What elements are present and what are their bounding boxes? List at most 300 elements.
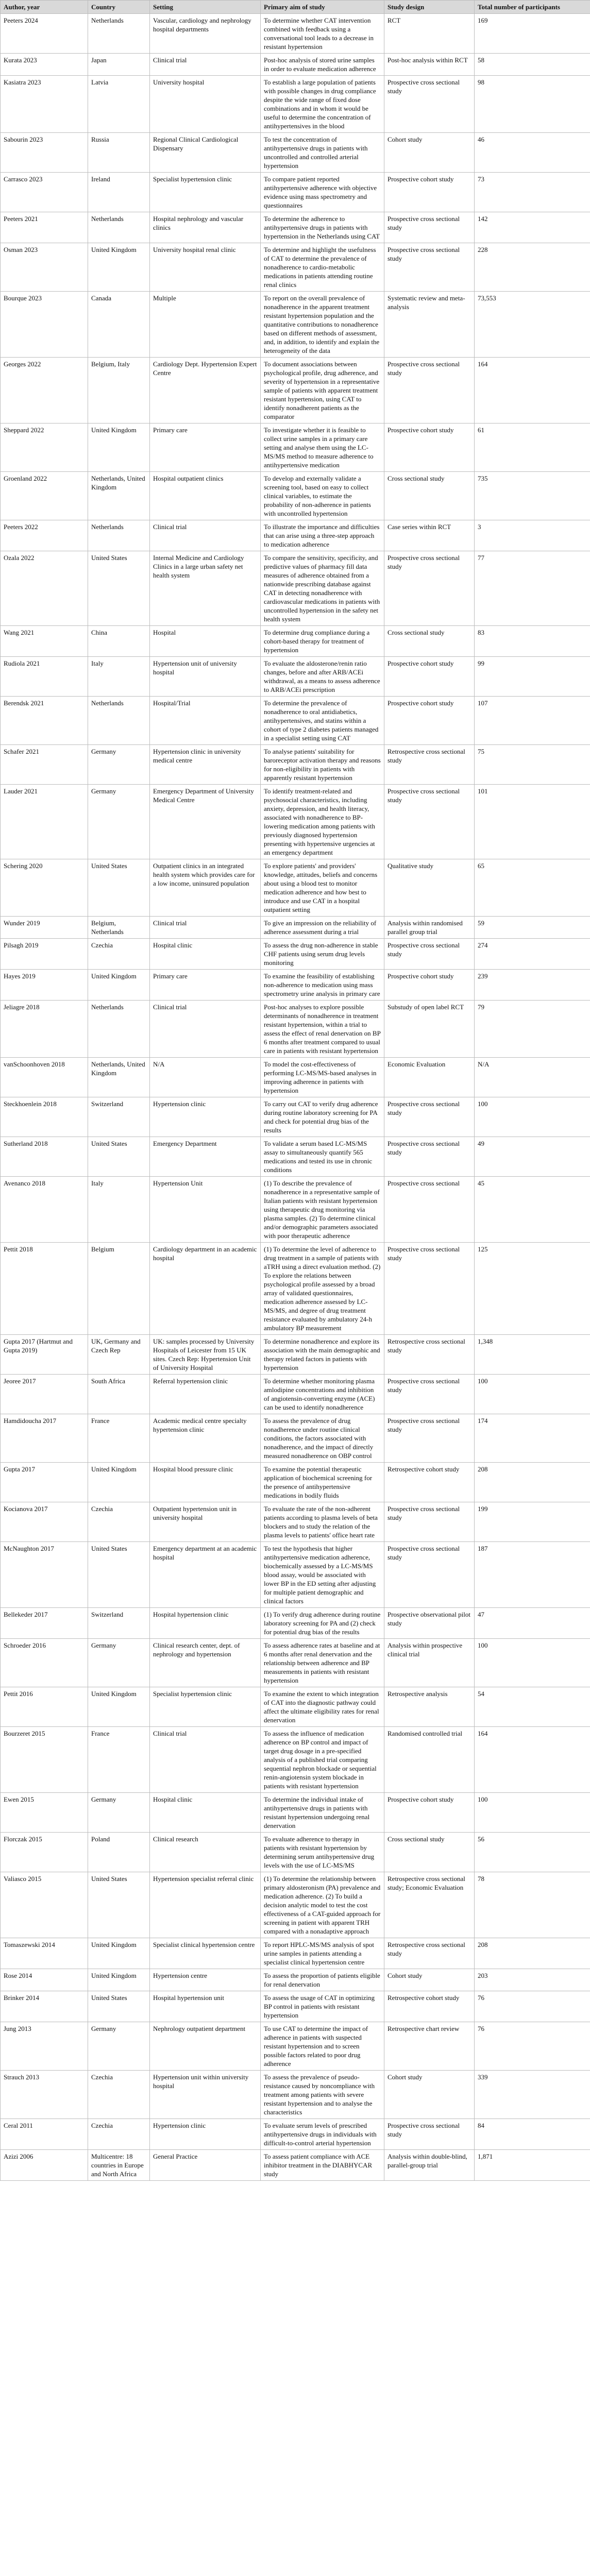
- cell-study-design: Retrospective cohort study: [384, 1463, 475, 1502]
- cell-setting: Hypertension Unit: [150, 1177, 261, 1243]
- cell-study-design: Prospective cross sectional study: [384, 1137, 475, 1177]
- cell-study-design: Retrospective cohort study: [384, 1991, 475, 2022]
- cell-author-year: Gupta 2017 (Hartmut and Gupta 2019): [1, 1335, 88, 1375]
- cell-study-design: Cohort study: [384, 133, 475, 173]
- table-row: [1, 1833, 590, 1872]
- cell-country: United States: [88, 1542, 150, 1608]
- cell-author-year: Wunder 2019: [1, 917, 88, 939]
- cell-total-participants: 59: [475, 917, 590, 939]
- cell-author-year: Georges 2022: [1, 358, 88, 423]
- cell-country: Japan: [88, 54, 150, 76]
- cell-study-design: Prospective cohort study: [384, 657, 475, 697]
- cell-setting: Hospital nephrology and vascular clinics: [150, 212, 261, 243]
- cell-total-participants: 339: [475, 2071, 590, 2119]
- cell-author-year: Bourzeret 2015: [1, 1727, 88, 1793]
- cell-primary-aim: Post-hoc analyses to explore possible determinants of nonadherence in treatment resistant hypertension, within a trial to assess the effect of renal denervation on BP 6 months after treatment compared to usual care in patients with resistant hypertension: [261, 1001, 384, 1058]
- cell-country: United States: [88, 1137, 150, 1177]
- cell-total-participants: 735: [475, 472, 590, 520]
- table-row: [1, 423, 590, 472]
- cell-study-design: Prospective cross sectional study: [384, 2119, 475, 2150]
- cell-study-design: Prospective cross sectional study: [384, 939, 475, 970]
- cell-total-participants: 208: [475, 1463, 590, 1502]
- cell-author-year: Jeliagre 2018: [1, 1001, 88, 1058]
- table-row: [1, 2119, 590, 2150]
- cell-total-participants: 199: [475, 1502, 590, 1542]
- cell-country: Netherlands, United Kingdom: [88, 472, 150, 520]
- cell-primary-aim: To model the cost-effectiveness of performing LC-MS/MS-based analyses in improving adherence in patients with hypertension: [261, 1058, 384, 1097]
- cell-setting: Hospital clinic: [150, 1793, 261, 1833]
- table-row: [1, 1097, 590, 1137]
- cell-setting: Clinical trial: [150, 917, 261, 939]
- cell-country: Poland: [88, 1833, 150, 1872]
- table-row: [1, 1542, 590, 1608]
- cell-author-year: Avenanco 2018: [1, 1177, 88, 1243]
- cell-author-year: Carrasco 2023: [1, 173, 88, 212]
- cell-setting: Hospital clinic: [150, 939, 261, 970]
- table-row: [1, 1872, 590, 1938]
- cell-total-participants: 73,553: [475, 292, 590, 358]
- cell-setting: Hospital hypertension unit: [150, 1991, 261, 2022]
- cell-total-participants: 83: [475, 626, 590, 657]
- table-row: [1, 657, 590, 697]
- table-row: [1, 1243, 590, 1335]
- cell-total-participants: 125: [475, 1243, 590, 1335]
- table-row: [1, 917, 590, 939]
- cell-study-design: Economic Evaluation: [384, 1058, 475, 1097]
- cell-primary-aim: To assess adherence rates at baseline and at 6 months after renal denervation and the relationship between adherence and BP measurements in patients with resistant hypertension: [261, 1639, 384, 1687]
- cell-primary-aim: To determine the prevalence of nonadherence to oral antidiabetics, antihypertensives, and statins within a cohort of type 2 diabetes patients managed in a specialist setting using CAT: [261, 697, 384, 745]
- cell-country: France: [88, 1727, 150, 1793]
- table-row: [1, 292, 590, 358]
- cell-country: Germany: [88, 1793, 150, 1833]
- table-row: [1, 1608, 590, 1639]
- cell-author-year: Groenland 2022: [1, 472, 88, 520]
- cell-author-year: Valiasco 2015: [1, 1872, 88, 1938]
- cell-setting: Nephrology outpatient department: [150, 2022, 261, 2071]
- cell-setting: Outpatient clinics in an integrated health system which provides care for a low income, uninsured population: [150, 859, 261, 917]
- cell-total-participants: 187: [475, 1542, 590, 1608]
- cell-author-year: McNaughton 2017: [1, 1542, 88, 1608]
- cell-study-design: Qualitative study: [384, 859, 475, 917]
- cell-setting: Specialist hypertension clinic: [150, 1687, 261, 1727]
- cell-author-year: Rose 2014: [1, 1969, 88, 1991]
- cell-primary-aim: To assess the prevalence of pseudo-resistance caused by noncompliance with treatment among patients with severe resistant hypertension and to analyse the characteristics: [261, 2071, 384, 2119]
- cell-total-participants: 46: [475, 133, 590, 173]
- cell-primary-aim: To illustrate the importance and difficulties that can arise using a three-step approach to medication adherence: [261, 520, 384, 551]
- cell-primary-aim: To assess the proportion of patients eligible for renal denervation: [261, 1969, 384, 1991]
- cell-setting: Academic medical centre specialty hypertension clinic: [150, 1414, 261, 1463]
- cell-setting: Emergency Department of University Medical Centre: [150, 785, 261, 859]
- cell-primary-aim: To evaluate adherence to therapy in patients with resistant hypertension by determining serum antihypertensive drug levels with the use of LC-MS/MS: [261, 1833, 384, 1872]
- cell-setting: Hospital/Trial: [150, 697, 261, 745]
- cell-primary-aim: To determine nonadherence and explore its association with the main demographic and therapy related factors in patients with hypertension: [261, 1335, 384, 1375]
- cell-total-participants: 3: [475, 520, 590, 551]
- cell-country: France: [88, 1414, 150, 1463]
- table-row: [1, 54, 590, 76]
- cell-primary-aim: To test the concentration of antihypertensive drugs in patients with uncontrolled and controlled arterial hypertension: [261, 133, 384, 173]
- cell-primary-aim: To examine the feasibility of establishing non-adherence to medication using mass spectrometry urine analysis in primary care: [261, 970, 384, 1001]
- cell-study-design: Prospective cross sectional study: [384, 1243, 475, 1335]
- cell-primary-aim: To develop and externally validate a screening tool, based on easy to collect clinical variables, to estimate the probability of non-adherence in patients with uncontrolled hypertension: [261, 472, 384, 520]
- cell-study-design: Prospective cross sectional study: [384, 1502, 475, 1542]
- cell-author-year: Schroeder 2016: [1, 1639, 88, 1687]
- cell-primary-aim: To compare patient reported antihypertensive adherence with objective evidence using mass spectrometry and questionnaires: [261, 173, 384, 212]
- cell-study-design: Analysis within prospective clinical trial: [384, 1639, 475, 1687]
- cell-study-design: Prospective observational pilot study: [384, 1608, 475, 1639]
- cell-total-participants: 100: [475, 1375, 590, 1414]
- cell-total-participants: 142: [475, 212, 590, 243]
- cell-country: Netherlands: [88, 520, 150, 551]
- cell-setting: Hypertension unit within university hospital: [150, 2071, 261, 2119]
- cell-author-year: Azizi 2006: [1, 2150, 88, 2181]
- cell-primary-aim: To assess the prevalence of drug nonadherence under routine clinical conditions, the factors associated with nonadherence, and the impact of directly measured nonadherence on OBP control: [261, 1414, 384, 1463]
- cell-study-design: Post-hoc analysis within RCT: [384, 54, 475, 76]
- cell-country: United Kingdom: [88, 970, 150, 1001]
- cell-study-design: Cross sectional study: [384, 472, 475, 520]
- cell-primary-aim: To evaluate the rate of the non-adherent patients according to plasma levels of beta blockers and to study the relation of the plasma levels to patients' office heart rate: [261, 1502, 384, 1542]
- cell-country: United States: [88, 551, 150, 626]
- cell-setting: Specialist clinical hypertension centre: [150, 1938, 261, 1969]
- cell-setting: UK: samples processed by University Hospitals of Leicester from 15 UK sites. Czech Rep: Hypertension Unit of University Hospital: [150, 1335, 261, 1375]
- cell-primary-aim: To analyse patients' suitability for baroreceptor activation therapy and reasons for non-eligibility in patients with apparently resistant hypertension: [261, 745, 384, 785]
- cell-study-design: Prospective cross sectional: [384, 1177, 475, 1243]
- cell-primary-aim: (1) To describe the prevalence of nonadherence in a representative sample of Italian patients with resistant hypertension using therapeutic drug monitoring via plasma samples. (2) To determine clinical and/or demographic parameters associated with poor therapeutic adherence: [261, 1177, 384, 1243]
- cell-author-year: Kasiatra 2023: [1, 76, 88, 133]
- cell-total-participants: 61: [475, 423, 590, 472]
- cell-primary-aim: To assess the drug non-adherence in stable CHF patients using serum drug levels monitoring: [261, 939, 384, 970]
- cell-primary-aim: To examine the extent to which integration of CAT into the diagnostic pathway could affect the ultimate eligibility rates for renal denervation: [261, 1687, 384, 1727]
- cell-study-design: RCT: [384, 14, 475, 54]
- cell-country: Czechia: [88, 2071, 150, 2119]
- cell-author-year: Sabourin 2023: [1, 133, 88, 173]
- cell-country: Germany: [88, 1639, 150, 1687]
- cell-author-year: Peeters 2024: [1, 14, 88, 54]
- cell-total-participants: 77: [475, 551, 590, 626]
- cell-author-year: Kocianova 2017: [1, 1502, 88, 1542]
- table-row: [1, 1414, 590, 1463]
- cell-study-design: Prospective cross sectional study: [384, 1542, 475, 1608]
- cell-setting: Primary care: [150, 423, 261, 472]
- cell-setting: Referral hypertension clinic: [150, 1375, 261, 1414]
- cell-author-year: Ceral 2011: [1, 2119, 88, 2150]
- cell-country: China: [88, 626, 150, 657]
- cell-author-year: Peeters 2021: [1, 212, 88, 243]
- cell-study-design: Cohort study: [384, 1969, 475, 1991]
- cell-study-design: Prospective cross sectional study: [384, 76, 475, 133]
- cell-country: United Kingdom: [88, 243, 150, 292]
- cell-country: Italy: [88, 657, 150, 697]
- cell-author-year: Bellekeder 2017: [1, 1608, 88, 1639]
- cell-total-participants: 169: [475, 14, 590, 54]
- cell-author-year: Sheppard 2022: [1, 423, 88, 472]
- cell-country: United States: [88, 1872, 150, 1938]
- cell-study-design: Prospective cross sectional study: [384, 1414, 475, 1463]
- header-primary-aim: Primary aim of study: [261, 1, 384, 14]
- cell-study-design: Prospective cohort study: [384, 173, 475, 212]
- table-body: [1, 14, 590, 2181]
- cell-author-year: Schafer 2021: [1, 745, 88, 785]
- table-row: [1, 1991, 590, 2022]
- cell-author-year: Jeoree 2017: [1, 1375, 88, 1414]
- cell-setting: University hospital renal clinic: [150, 243, 261, 292]
- cell-study-design: Prospective cohort study: [384, 423, 475, 472]
- cell-primary-aim: To validate a serum based LC-MS/MS assay to simultaneously quantify 565 medications and tested its use in chronic conditions: [261, 1137, 384, 1177]
- table-row: [1, 1375, 590, 1414]
- cell-study-design: Analysis within double-blind, parallel-group trial: [384, 2150, 475, 2181]
- cell-setting: N/A: [150, 1058, 261, 1097]
- cell-study-design: Cross sectional study: [384, 1833, 475, 1872]
- table-row: [1, 243, 590, 292]
- table-row: [1, 1058, 590, 1097]
- cell-total-participants: 98: [475, 76, 590, 133]
- cell-total-participants: 174: [475, 1414, 590, 1463]
- table-row: [1, 1177, 590, 1243]
- cell-study-design: Analysis within randomised parallel group trial: [384, 917, 475, 939]
- table-row: [1, 1727, 590, 1793]
- cell-author-year: Brinker 2014: [1, 1991, 88, 2022]
- cell-country: Czechia: [88, 1502, 150, 1542]
- cell-country: Belgium: [88, 1243, 150, 1335]
- cell-primary-aim: To identify treatment-related and psychosocial characteristics, including anxiety, depression, and health literacy, associated with nonadherence to BP-lowering medication among patients with previously diagnosed hypertension presenting with hypertensive urgencies at an emergency department: [261, 785, 384, 859]
- cell-total-participants: 84: [475, 2119, 590, 2150]
- cell-country: Latvia: [88, 76, 150, 133]
- table-row: [1, 358, 590, 423]
- cell-author-year: Gupta 2017: [1, 1463, 88, 1502]
- cell-setting: Clinical research: [150, 1833, 261, 1872]
- cell-author-year: Jung 2013: [1, 2022, 88, 2071]
- cell-country: Germany: [88, 745, 150, 785]
- cell-setting: University hospital: [150, 76, 261, 133]
- cell-country: Switzerland: [88, 1608, 150, 1639]
- table-row: [1, 1502, 590, 1542]
- cell-total-participants: 164: [475, 1727, 590, 1793]
- cell-study-design: Prospective cross sectional study: [384, 212, 475, 243]
- cell-setting: Hospital blood pressure clinic: [150, 1463, 261, 1502]
- cell-primary-aim: To examine the potential therapeutic application of biochemical screening for the presence of antihypertensive medications in bodily fluids: [261, 1463, 384, 1502]
- cell-total-participants: 73: [475, 173, 590, 212]
- cell-country: United Kingdom: [88, 423, 150, 472]
- cell-country: Canada: [88, 292, 150, 358]
- cell-primary-aim: To assess the influence of medication adherence on BP control and impact of target drug dosage in a pre-specified analysis of a published trial comparing sequential nephron blockade or sequential renin-angiotensin system blockade in patients with resistant hypertension: [261, 1727, 384, 1793]
- cell-country: Italy: [88, 1177, 150, 1243]
- header-study-design: Study design: [384, 1, 475, 14]
- cell-setting: Hypertension centre: [150, 1969, 261, 1991]
- cell-author-year: Pettit 2018: [1, 1243, 88, 1335]
- cell-country: Switzerland: [88, 1097, 150, 1137]
- cell-primary-aim: To carry out CAT to verify drug adherence during routine laboratory screening for PA and check for potential drug bias of the results: [261, 1097, 384, 1137]
- cell-primary-aim: To investigate whether it is feasible to collect urine samples in a primary care setting and analyse them using the LC-MS/MS method to measure adherence to antihypertensive medication: [261, 423, 384, 472]
- cell-country: South Africa: [88, 1375, 150, 1414]
- cell-country: Belgium, Italy: [88, 358, 150, 423]
- cell-author-year: Pilsagh 2019: [1, 939, 88, 970]
- table-row: [1, 551, 590, 626]
- cell-country: United States: [88, 859, 150, 917]
- cell-country: Germany: [88, 785, 150, 859]
- cell-study-design: Prospective cross sectional study: [384, 1097, 475, 1137]
- cell-author-year: Schering 2020: [1, 859, 88, 917]
- cell-country: United Kingdom: [88, 1969, 150, 1991]
- cell-setting: Cardiology department in an academic hospital: [150, 1243, 261, 1335]
- cell-primary-aim: (1) To determine the relationship between primary aldosteronism (PA) prevalence and medication adherence. (2) To build a decision analytic model to test the cost effectiveness of a CAT-guided approach for screening in patient with apparent TRH compared with a nonadaptive approach: [261, 1872, 384, 1938]
- header-setting: Setting: [150, 1, 261, 14]
- table-row: [1, 1938, 590, 1969]
- header-author-year: Author, year: [1, 1, 88, 14]
- cell-study-design: Substudy of open label RCT: [384, 1001, 475, 1058]
- table-row: [1, 2150, 590, 2181]
- cell-country: Czechia: [88, 2119, 150, 2150]
- cell-primary-aim: To determine whether monitoring plasma amlodipine concentrations and inhibition of angiotensin-converting enzyme (ACE) can be used to identify nonadherence: [261, 1375, 384, 1414]
- cell-setting: Hypertension clinic in university medical centre: [150, 745, 261, 785]
- cell-author-year: Hamdidoucha 2017: [1, 1414, 88, 1463]
- cell-setting: General Practice: [150, 2150, 261, 2181]
- cell-primary-aim: To determine the adherence to antihypertensive drugs in patients with hypertension in the Netherlands using CAT: [261, 212, 384, 243]
- cell-primary-aim: To document associations between psychological profile, drug adherence, and severity of hypertension in a representative sample of patients with apparent treatment resistant hypertension, using CAT to identify nonadherent patients as the comparator: [261, 358, 384, 423]
- cell-country: Netherlands: [88, 14, 150, 54]
- cell-country: Belgium, Netherlands: [88, 917, 150, 939]
- cell-primary-aim: To report HPLC-MS/MS analysis of spot urine samples in patients attending a specialist clinical hypertension centre: [261, 1938, 384, 1969]
- table-row: [1, 2022, 590, 2071]
- cell-study-design: Retrospective cross sectional study: [384, 1938, 475, 1969]
- cell-primary-aim: To assess the usage of CAT in optimizing BP control in patients with resistant hypertension: [261, 1991, 384, 2022]
- cell-total-participants: 100: [475, 1097, 590, 1137]
- cell-study-design: Retrospective analysis: [384, 1687, 475, 1727]
- cell-study-design: Prospective cohort study: [384, 970, 475, 1001]
- table-row: [1, 939, 590, 970]
- cell-primary-aim: Post-hoc analysis of stored urine samples in order to evaluate medication adherence: [261, 54, 384, 76]
- cell-author-year: Steckhoenlein 2018: [1, 1097, 88, 1137]
- cell-country: Germany: [88, 2022, 150, 2071]
- cell-author-year: Ozala 2022: [1, 551, 88, 626]
- cell-primary-aim: To evaluate the aldosterone/renin ratio changes, before and after ARB/ACEi withdrawal, as a means to assess adherence to ARB/ACEi prescription: [261, 657, 384, 697]
- cell-total-participants: 79: [475, 1001, 590, 1058]
- cell-author-year: Peeters 2022: [1, 520, 88, 551]
- cell-study-design: Case series within RCT: [384, 520, 475, 551]
- table-row: [1, 173, 590, 212]
- cell-total-participants: 101: [475, 785, 590, 859]
- cell-study-design: Prospective cohort study: [384, 1793, 475, 1833]
- cell-primary-aim: To determine the individual intake of antihypertensive drugs in patients with resistant hypertension undergoing renal denervation: [261, 1793, 384, 1833]
- cell-setting: Specialist hypertension clinic: [150, 173, 261, 212]
- header-row: [1, 1, 590, 14]
- cell-primary-aim: To use CAT to determine the impact of adherence in patients with suspected resistant hypertension and to screen possible factors related to poor drug adherence: [261, 2022, 384, 2071]
- table-row: [1, 1687, 590, 1727]
- cell-study-design: Prospective cross sectional study: [384, 243, 475, 292]
- table-row: [1, 745, 590, 785]
- table-row: [1, 1463, 590, 1502]
- cell-setting: Outpatient hypertension unit in university hospital: [150, 1502, 261, 1542]
- cell-setting: Hypertension clinic: [150, 1097, 261, 1137]
- table-row: [1, 970, 590, 1001]
- cell-total-participants: 76: [475, 1991, 590, 2022]
- cell-primary-aim: To give an impression on the reliability of adherence assessment during a trial: [261, 917, 384, 939]
- cell-total-participants: 274: [475, 939, 590, 970]
- cell-country: UK, Germany and Czech Rep: [88, 1335, 150, 1375]
- cell-total-participants: 99: [475, 657, 590, 697]
- cell-total-participants: 100: [475, 1793, 590, 1833]
- cell-primary-aim: To report on the overall prevalence of nonadherence in the apparent treatment resistant hypertension population and the quantitative contributions to nonadherence based on different methods of assessment, and, in addition, to identify and explain the heterogeneity of the data: [261, 292, 384, 358]
- cell-total-participants: 49: [475, 1137, 590, 1177]
- cell-total-participants: 56: [475, 1833, 590, 1872]
- cell-total-participants: 203: [475, 1969, 590, 1991]
- table-row: [1, 859, 590, 917]
- cell-setting: Hospital outpatient clinics: [150, 472, 261, 520]
- cell-setting: Hypertension clinic: [150, 2119, 261, 2150]
- table-row: [1, 1137, 590, 1177]
- cell-setting: Clinical trial: [150, 1001, 261, 1058]
- cell-setting: Emergency Department: [150, 1137, 261, 1177]
- cell-setting: Multiple: [150, 292, 261, 358]
- cell-study-design: Systematic review and meta-analysis: [384, 292, 475, 358]
- cell-author-year: Rudiola 2021: [1, 657, 88, 697]
- cell-setting: Internal Medicine and Cardiology Clinics in a large urban safety net health system: [150, 551, 261, 626]
- table-header: [1, 1, 590, 14]
- cell-setting: Hypertension unit of university hospital: [150, 657, 261, 697]
- table-row: [1, 472, 590, 520]
- cell-author-year: vanSchoonhoven 2018: [1, 1058, 88, 1097]
- cell-total-participants: 107: [475, 697, 590, 745]
- cell-author-year: Tomaszewski 2014: [1, 1938, 88, 1969]
- cell-country: United Kingdom: [88, 1938, 150, 1969]
- table-row: [1, 697, 590, 745]
- table-row: [1, 2071, 590, 2119]
- cell-author-year: Florczak 2015: [1, 1833, 88, 1872]
- table-row: [1, 212, 590, 243]
- cell-study-design: Randomised controlled trial: [384, 1727, 475, 1793]
- table-row: [1, 1639, 590, 1687]
- cell-author-year: Wang 2021: [1, 626, 88, 657]
- table-row: [1, 133, 590, 173]
- cell-author-year: Sutherland 2018: [1, 1137, 88, 1177]
- cell-total-participants: 76: [475, 2022, 590, 2071]
- cell-total-participants: 47: [475, 1608, 590, 1639]
- cell-study-design: Retrospective cross sectional study: [384, 745, 475, 785]
- cell-author-year: Bourque 2023: [1, 292, 88, 358]
- table-row: [1, 76, 590, 133]
- cell-setting: Clinical trial: [150, 520, 261, 551]
- cell-study-design: Prospective cross sectional study: [384, 1375, 475, 1414]
- cell-total-participants: 100: [475, 1639, 590, 1687]
- cell-author-year: Kurata 2023: [1, 54, 88, 76]
- cell-country: Netherlands: [88, 697, 150, 745]
- cell-study-design: Cross sectional study: [384, 626, 475, 657]
- cell-study-design: Prospective cross sectional study: [384, 551, 475, 626]
- cell-study-design: Retrospective cross sectional study; Economic Evaluation: [384, 1872, 475, 1938]
- header-country: Country: [88, 1, 150, 14]
- table-row: [1, 1969, 590, 1991]
- cell-total-participants: 228: [475, 243, 590, 292]
- cell-country: Czechia: [88, 939, 150, 970]
- cell-study-design: Prospective cross sectional study: [384, 785, 475, 859]
- cell-setting: Vascular, cardiology and nephrology hospital departments: [150, 14, 261, 54]
- cell-setting: Hypertension specialist referral clinic: [150, 1872, 261, 1938]
- cell-setting: Hospital hypertension clinic: [150, 1608, 261, 1639]
- cell-country: Ireland: [88, 173, 150, 212]
- cell-total-participants: 164: [475, 358, 590, 423]
- cell-author-year: Ewen 2015: [1, 1793, 88, 1833]
- cell-setting: Clinical research center, dept. of nephrology and hypertension: [150, 1639, 261, 1687]
- cell-primary-aim: To assess patient compliance with ACE inhibitor treatment in the DIABHYCAR study: [261, 2150, 384, 2181]
- table-row: [1, 1001, 590, 1058]
- cell-primary-aim: (1) To verify drug adherence during routine laboratory screening for PA and (2) check for potential drug bias of the results: [261, 1608, 384, 1639]
- cell-study-design: Retrospective cross sectional study: [384, 1335, 475, 1375]
- cell-country: Multicentre: 18 countries in Europe and North Africa: [88, 2150, 150, 2181]
- cell-total-participants: 54: [475, 1687, 590, 1727]
- cell-author-year: Lauder 2021: [1, 785, 88, 859]
- header-total-participants: Total number of participants: [475, 1, 590, 14]
- cell-primary-aim: To evaluate serum levels of prescribed antihypertensive drugs in individuals with difficult-to-control arterial hypertension: [261, 2119, 384, 2150]
- cell-total-participants: N/A: [475, 1058, 590, 1097]
- cell-total-participants: 208: [475, 1938, 590, 1969]
